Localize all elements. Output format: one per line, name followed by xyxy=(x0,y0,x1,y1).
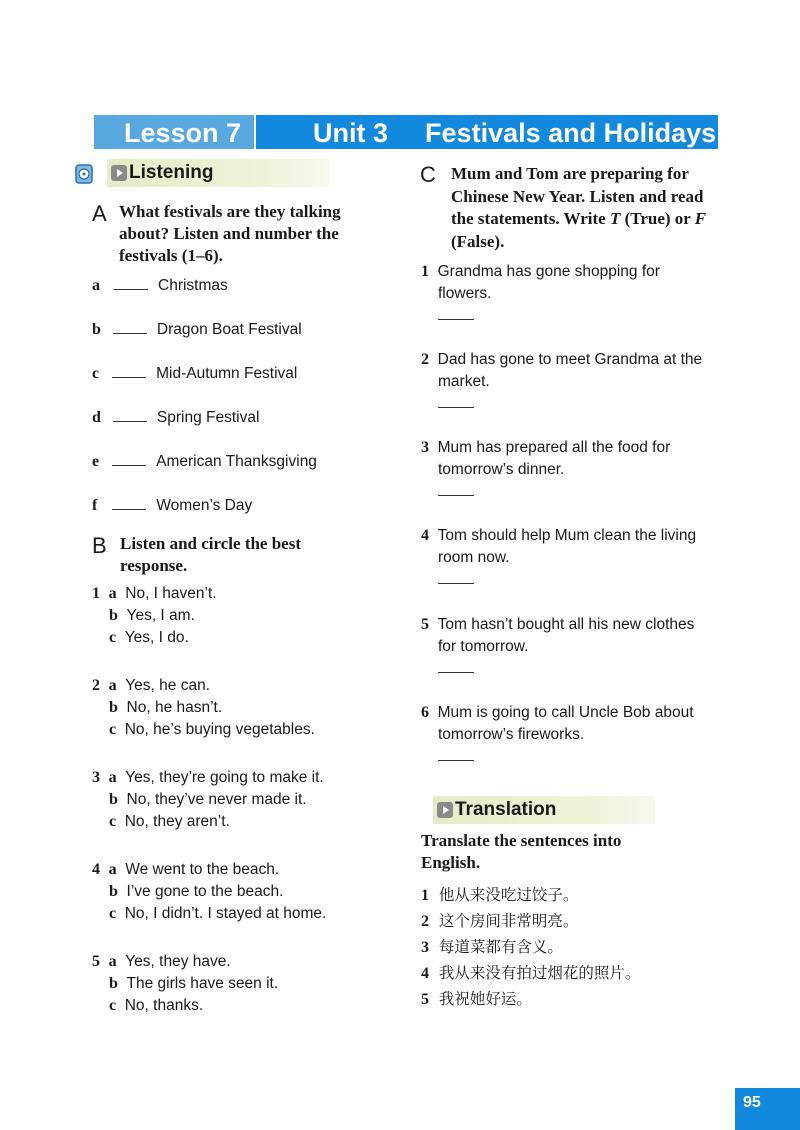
section-c-letter: C xyxy=(420,162,436,187)
translation-sentence-1: 1 他从来没吃过饺子。 xyxy=(421,886,579,904)
option-text[interactable]: Yes, I am. xyxy=(126,607,195,624)
statement-1: 1 Grandma has gone shopping for flowers. xyxy=(421,261,741,320)
option-text[interactable]: Yes, they’re going to make it. xyxy=(125,769,324,786)
play-icon xyxy=(111,165,127,181)
tf-answer-blank[interactable] xyxy=(438,495,474,496)
statement-5: 5 Tom hasn’t bought all his new clothes for tomorrow. xyxy=(421,614,741,673)
statement-2: 2 Dad has gone to meet Grandma at the market. xyxy=(421,349,741,408)
answer-blank[interactable] xyxy=(113,407,147,422)
listening-section-tag xyxy=(107,159,329,187)
option-text[interactable]: We went to the beach. xyxy=(125,861,280,878)
lesson-label: Lesson 7 xyxy=(94,115,254,149)
option-text[interactable]: Yes, they have. xyxy=(125,953,231,970)
unit-title: Festivals and Holidays xyxy=(425,118,717,148)
question-3: 3 a Yes, they’re going to make it. b No, they’ve never made it. c No, they aren’t. xyxy=(92,769,324,830)
play-icon xyxy=(437,802,453,818)
translation-section-tag xyxy=(433,796,655,824)
translation-sentence-3: 3 每道菜都有含义。 xyxy=(421,938,563,956)
true-letter: T xyxy=(609,209,621,228)
audio-cd-icon xyxy=(73,163,95,185)
answer-blank[interactable] xyxy=(113,319,147,334)
festival-item-d: d Spring Festival xyxy=(92,409,260,426)
question-1: 1 a No, I haven’t. b Yes, I am. c Yes, I do. xyxy=(92,585,217,646)
festival-item-e: e American Thanksgiving xyxy=(92,453,317,470)
section-c-instruction: Mum and Tom are preparing for Chinese New Year. Listen and read the statements. Write T (True) or F (False). xyxy=(451,164,707,251)
option-text[interactable]: No, he’s buying vegetables. xyxy=(124,721,315,738)
option-text[interactable]: The girls have seen it. xyxy=(126,975,279,992)
translation-list xyxy=(421,884,640,1014)
translation-sentence-2: 2 这个房间非常明亮。 xyxy=(421,912,579,930)
festival-item-c: c Mid-Autumn Festival xyxy=(92,365,298,382)
statement-6: 6 Mum is going to call Uncle Bob about tomorrow’s fireworks. xyxy=(421,702,741,761)
translation-instruction: Translate the sentences into English. xyxy=(421,831,622,872)
unit-label: Unit 3 xyxy=(313,118,389,148)
translation-label: Translation xyxy=(455,799,557,820)
festival-item-b: b Dragon Boat Festival xyxy=(92,321,302,338)
section-b-instruction: Listen and circle the best response. xyxy=(120,534,302,575)
answer-blank[interactable] xyxy=(112,363,146,378)
answer-blank[interactable] xyxy=(112,495,146,510)
answer-blank[interactable] xyxy=(114,275,148,290)
question-2: 2 a Yes, he can. b No, he hasn’t. c No, he’s buying vegetables. xyxy=(92,677,315,738)
section-b-letter: B xyxy=(92,533,107,558)
statement-4: 4 Tom should help Mum clean the living room now. xyxy=(421,525,741,584)
option-text[interactable]: I’ve gone to the beach. xyxy=(126,883,284,900)
translation-sentence-5: 5 我祝她好运。 xyxy=(421,990,532,1008)
false-letter: F xyxy=(694,209,707,228)
option-text[interactable]: Yes, I do. xyxy=(124,629,189,646)
tf-answer-blank[interactable] xyxy=(438,672,474,673)
question-5: 5 a Yes, they have. b The girls have seen it. c No, thanks. xyxy=(92,953,279,1014)
tf-answer-blank[interactable] xyxy=(438,760,474,761)
question-4: 4 a We went to the beach. b I’ve gone to the beach. c No, I didn’t. I stayed at home. xyxy=(92,861,327,922)
festival-item-f: f Women’s Day xyxy=(92,497,253,514)
tf-answer-blank[interactable] xyxy=(438,407,474,408)
option-text[interactable]: No, they aren’t. xyxy=(124,813,230,830)
option-text[interactable]: No, I haven’t. xyxy=(125,585,217,602)
statement-3: 3 Mum has prepared all the food for tomorrow’s dinner. xyxy=(421,437,741,496)
section-a-instruction: What festivals are they talking about? Listen and number the festivals (1–6). xyxy=(119,202,341,265)
option-text[interactable]: No, they’ve never made it. xyxy=(126,791,307,808)
listening-label: Listening xyxy=(129,162,214,183)
tf-answer-blank[interactable] xyxy=(438,319,474,320)
answer-blank[interactable] xyxy=(112,451,146,466)
translation-sentence-4: 4 我从来没有拍过烟花的照片。 xyxy=(421,964,641,982)
option-text[interactable]: Yes, he can. xyxy=(125,677,210,694)
unit-title-bar xyxy=(256,115,718,149)
tf-answer-blank[interactable] xyxy=(438,583,474,584)
option-text[interactable]: No, he hasn’t. xyxy=(126,699,223,716)
section-a-letter: A xyxy=(92,201,107,226)
page-number: 95 xyxy=(735,1088,800,1130)
option-text[interactable]: No, thanks. xyxy=(124,997,204,1014)
option-text[interactable]: No, I didn’t. I stayed at home. xyxy=(124,905,327,922)
festival-item-a: a Christmas xyxy=(92,277,228,294)
